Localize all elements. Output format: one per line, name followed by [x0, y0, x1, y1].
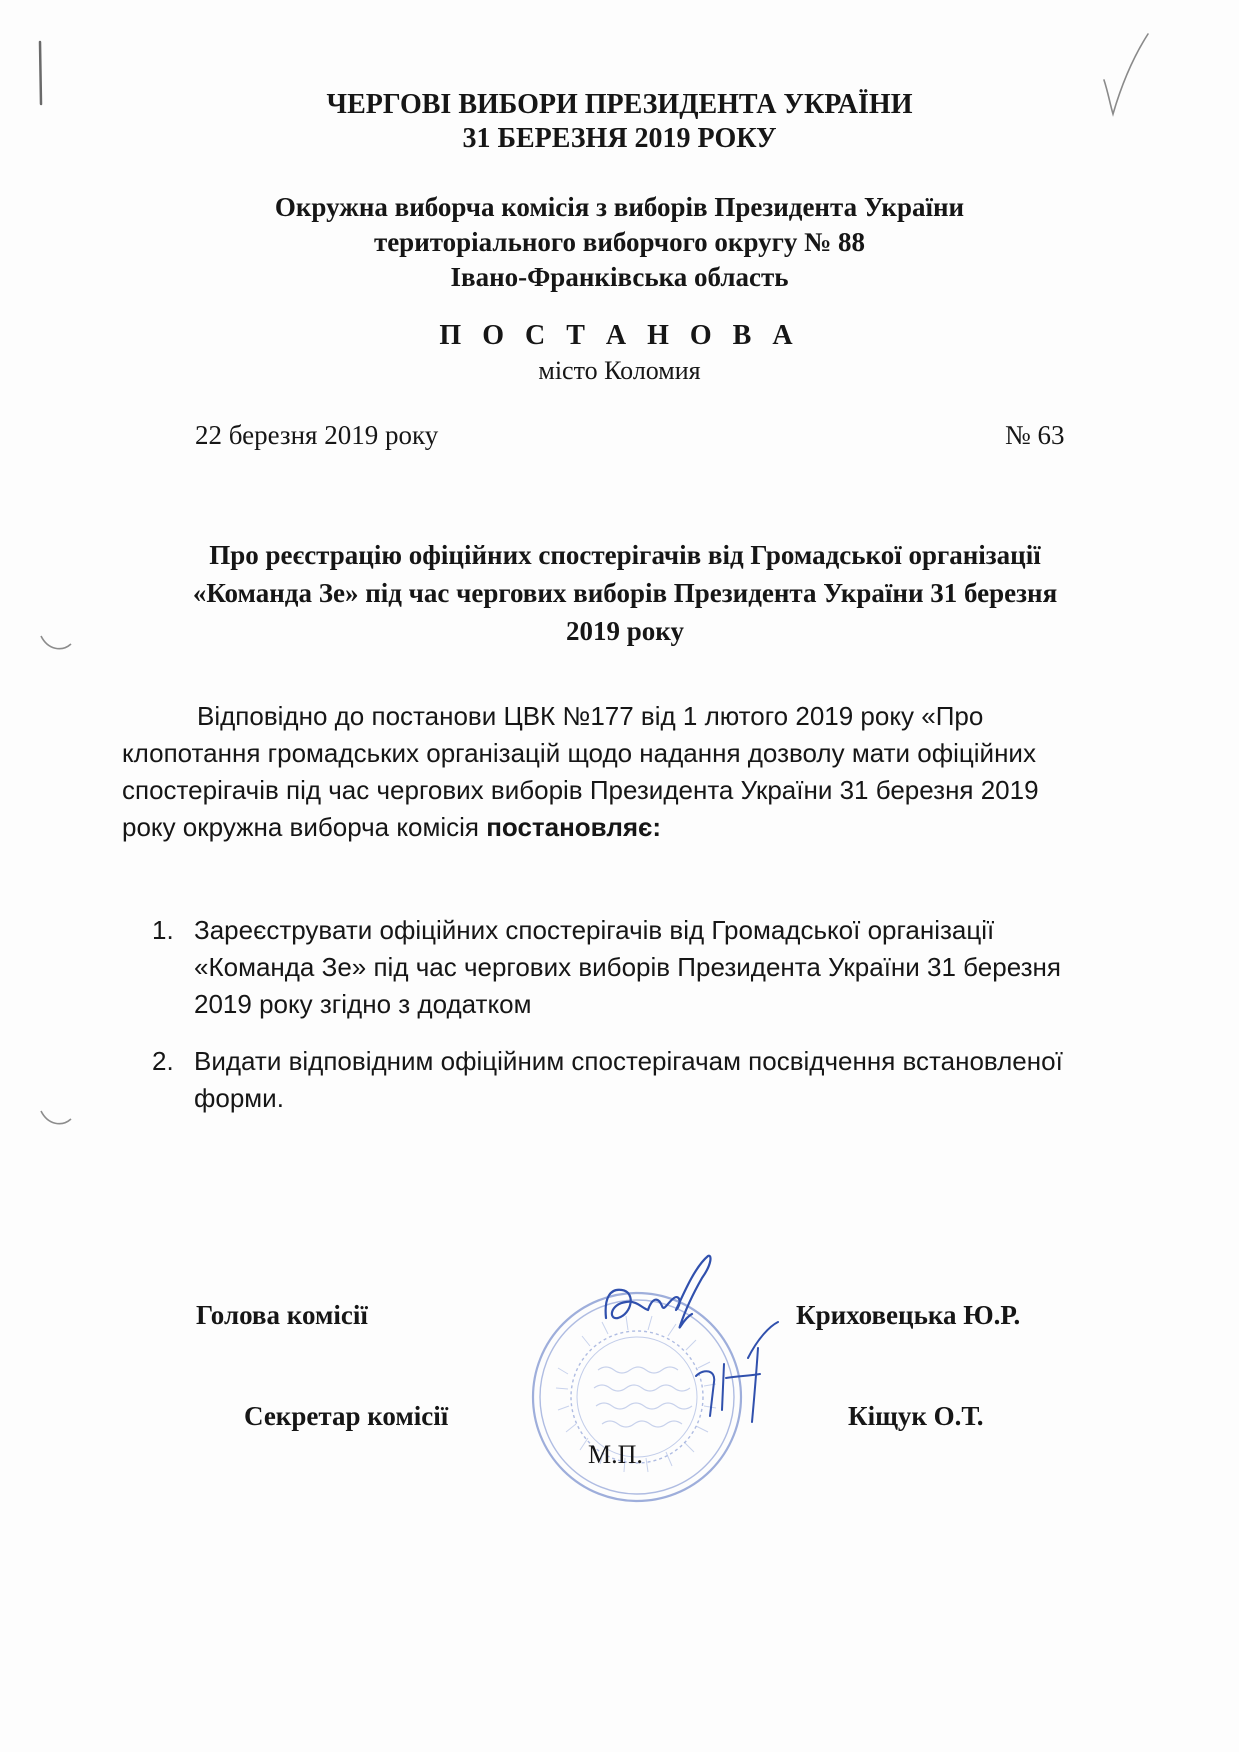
- decree-city: місто Коломия: [538, 356, 701, 385]
- preamble-line: Відповідно до постанови ЦВК №177 від 1 лютого 2019 року «Про: [197, 701, 984, 731]
- subject-line: 2019 року: [566, 616, 684, 646]
- resolves-word: постановляє:: [486, 812, 662, 842]
- resolution-item: [152, 1043, 1107, 1117]
- item-line: Видати відповідним офіційним спостерігачам посвідчення встановленої: [194, 1046, 1063, 1076]
- decree-date: 22 березня 2019 року: [195, 420, 439, 450]
- commission-block: [0, 190, 1239, 295]
- preamble-paragraph: [122, 698, 1098, 846]
- punch-hole-mark: [38, 632, 74, 656]
- election-title: [0, 88, 1239, 156]
- punch-hole-mark: [38, 1107, 74, 1131]
- commission-name: Окружна виборча комісія з виборів Президента України: [274, 192, 965, 222]
- chair-title: Голова комісії: [196, 1300, 368, 1330]
- commission-region: Івано-Франківська область: [450, 262, 789, 292]
- secretary-signature: [688, 1318, 784, 1428]
- seal-place-label: М.П.: [588, 1440, 643, 1469]
- chair-name: Криховецька Ю.Р.: [796, 1300, 1021, 1330]
- list-item: [152, 1043, 1107, 1117]
- secretary-name: Кіщук О.Т.: [848, 1401, 984, 1431]
- commission-district: територіального виборчого округу № 88: [373, 227, 866, 257]
- preamble-text: року окружна виборча комісія: [122, 812, 487, 842]
- preamble-line: спостерігачів під час чергових виборів Президента України 31 березня 2019: [122, 775, 1039, 805]
- item-line: Зареєструвати офіційних спостерігачів від Громадської організації: [194, 915, 995, 945]
- resolution-item: [152, 912, 1107, 1023]
- decree-number: № 63: [1005, 420, 1065, 450]
- subject-line: Про реєстрацію офіційних спостерігачів від Громадської організації: [209, 540, 1041, 570]
- subject-line: «Команда Зе» під час чергових виборів Президента України 31 березня: [192, 578, 1058, 608]
- secretary-title: Секретар комісії: [244, 1401, 449, 1431]
- decree-title: П О С Т А Н О В А: [439, 320, 800, 351]
- item-line: форми.: [194, 1083, 284, 1113]
- item-number: 2.: [152, 1046, 174, 1076]
- item-line: «Команда Зе» під час чергових виборів Президента України 31 березня: [194, 952, 1061, 982]
- election-date-line: 31 БЕРЕЗНЯ 2019 РОКУ: [462, 123, 777, 154]
- item-number: 1.: [152, 915, 174, 945]
- preamble-line: [122, 809, 1098, 846]
- election-title-line: ЧЕРГОВІ ВИБОРИ ПРЕЗИДЕНТА УКРАЇНИ: [326, 89, 913, 120]
- decree-subject: [155, 536, 1095, 650]
- item-line: 2019 року згідно з додатком: [194, 989, 532, 1019]
- list-item: [152, 912, 1107, 1023]
- preamble-line: клопотання громадських організацій щодо надання дозволу мати офіційних: [122, 738, 1036, 768]
